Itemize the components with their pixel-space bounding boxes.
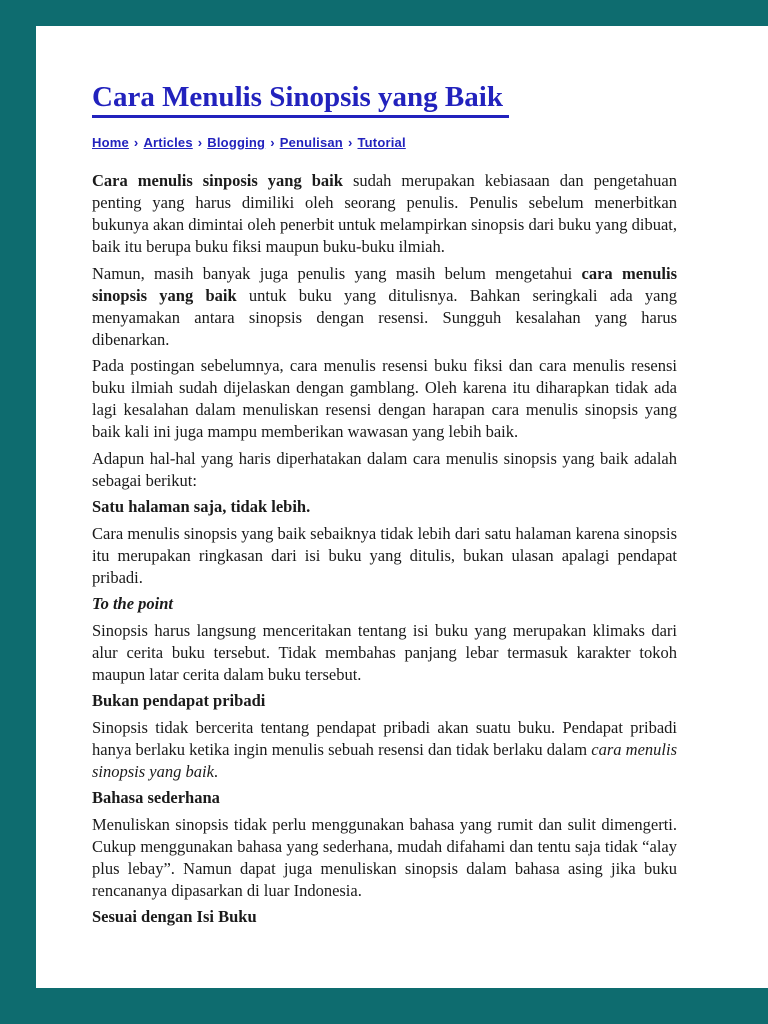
breadcrumb-link-blogging[interactable]: Blogging bbox=[207, 135, 266, 150]
text-run: Satu halaman saja, tidak lebih. bbox=[92, 497, 311, 516]
text-run: Cara menulis sinposis yang baik bbox=[92, 171, 353, 190]
breadcrumb-link-penulisan[interactable]: Penulisan bbox=[279, 135, 343, 150]
frame-left-band bbox=[0, 0, 36, 1024]
text-run: sudah merupakan kebiasaan dan pengetahuan penting yang harus dimiliki oleh seorang penulis. Penulis sebelum menerbitkan bukunya akan dimintai oleh penerbit untuk melampirkan sinopsis dari buku yang dibuat, baik itu berupa buku fiksi maupun buku-buku ilmiah. bbox=[92, 171, 678, 256]
body-paragraph bbox=[92, 620, 677, 686]
breadcrumb-separator: › bbox=[133, 135, 139, 150]
document-page bbox=[92, 0, 677, 933]
body-paragraph bbox=[92, 814, 677, 902]
body-paragraph bbox=[92, 523, 677, 589]
frame-bottom-band bbox=[0, 988, 768, 1024]
text-run: Pada postingan sebelumnya, cara menulis resensi buku fiksi dan cara menulis resensi buku ilmiah sudah dijelaskan dengan gamblang. Oleh karena itu diharapkan tidak ada lagi kesalahan dalam menuliskan resensi dengan harapan cara menulis sinopsis yang baik kali ini juga mampu memberikan wawasan yang lebih baik. bbox=[92, 356, 677, 441]
text-run: Sesuai dengan Isi Buku bbox=[92, 907, 257, 926]
body-paragraph bbox=[92, 448, 677, 492]
body-paragraph bbox=[92, 263, 677, 351]
section-heading bbox=[92, 906, 677, 928]
breadcrumb-link-home[interactable]: Home bbox=[92, 135, 129, 150]
text-run: untuk buku yang ditulisnya. Bahkan seringkali ada yang menyamakan antara sinopsis dengan resensi. Sungguh kesalahan yang harus dibenarkan. bbox=[92, 285, 677, 349]
breadcrumb-separator: › bbox=[347, 135, 353, 150]
breadcrumb-link-tutorial[interactable]: Tutorial bbox=[357, 135, 406, 150]
page-title bbox=[92, 80, 677, 118]
breadcrumb-link-articles[interactable]: Articles bbox=[143, 135, 193, 150]
breadcrumb-separator: › bbox=[197, 135, 203, 150]
text-run: Menuliskan sinopsis tidak perlu menggunakan bahasa yang rumit dan sulit dimengerti. Cukup menggunakan bahasa yang sederhana, mudah difahami dan tentu saja tidak “alay plus lebay”. Namun dapat juga menuliskan sinopsis dalam bahasa asing jika buku rencananya dipasarkan di luar Indonesia. bbox=[92, 814, 677, 900]
text-run: Sinopsis tidak bercerita tentang pendapat pribadi akan suatu buku. Pendapat pribadi hanya berlaku ketika ingin menulis sebuah resensi dan tidak berlaku dalam bbox=[92, 717, 677, 759]
section-heading bbox=[92, 496, 677, 518]
body-paragraph bbox=[92, 355, 677, 443]
section-heading bbox=[92, 593, 677, 615]
breadcrumb-separator: › bbox=[270, 135, 275, 150]
text-run: To the point bbox=[92, 594, 173, 613]
breadcrumb bbox=[92, 135, 677, 151]
section-heading bbox=[92, 787, 677, 809]
text-run: Bahasa sederhana bbox=[92, 788, 220, 807]
text-run: Namun, masih banyak juga penulis yang masih belum mengetahui bbox=[92, 263, 582, 283]
page-title-text: Cara Menulis Sinopsis yang Baik bbox=[92, 80, 509, 118]
text-run: Adapun hal-hal yang haris diperhatakan dalam cara menulis sinopsis yang baik adalah sebagai berikut: bbox=[92, 448, 677, 490]
text-run: cara menulis sinopsis yang baik bbox=[92, 263, 677, 305]
article-body bbox=[92, 170, 677, 928]
section-heading bbox=[92, 690, 677, 712]
body-paragraph bbox=[92, 717, 677, 783]
text-run: . bbox=[213, 761, 219, 781]
text-run: Sinopsis harus langsung menceritakan tentang isi buku yang merupakan klimaks dari alur cerita buku tersebut. Tidak membahas panjang lebar termasuk karakter tokoh maupun latar cerita dalam buku tersebut. bbox=[92, 620, 677, 684]
text-run: cara menulis sinopsis yang baik bbox=[92, 739, 677, 781]
text-run: Cara menulis sinopsis yang baik sebaiknya tidak lebih dari satu halaman karena sinopsis itu merupakan ringkasan dari isi buku yang ditulis, bukan ulasan apalagi pendapat pribadi. bbox=[92, 523, 677, 587]
text-run: Bukan pendapat pribadi bbox=[92, 691, 266, 710]
body-paragraph bbox=[92, 170, 677, 258]
